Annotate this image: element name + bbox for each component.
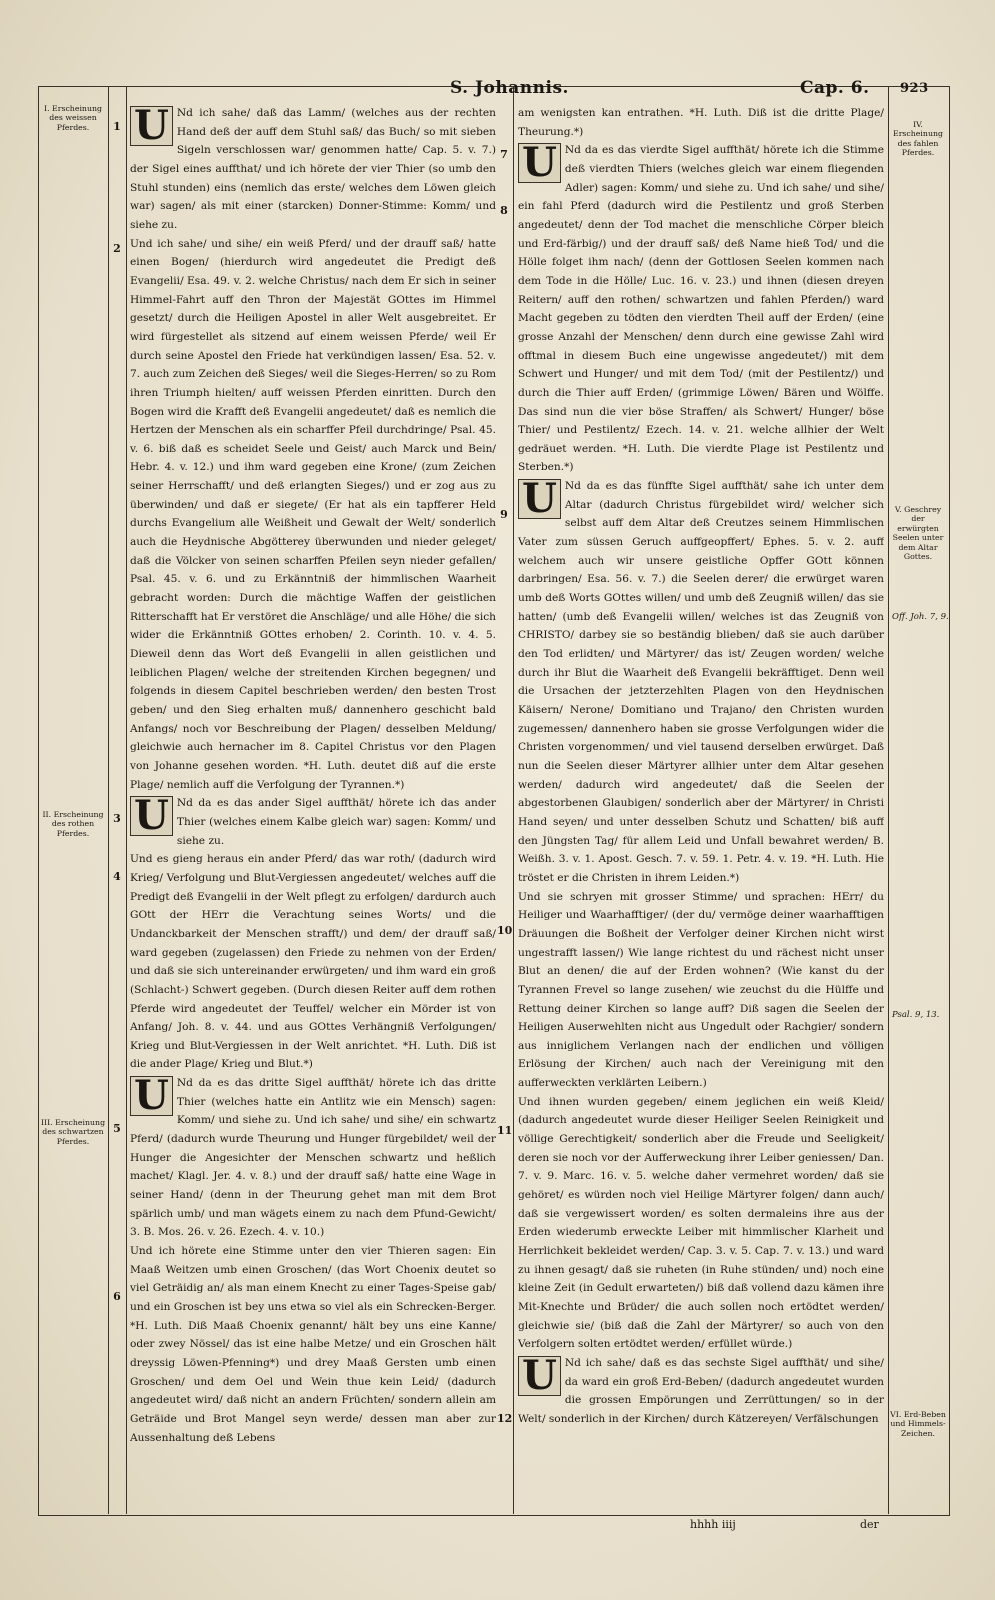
verse-paragraph [518, 477, 884, 887]
margin-reference: Off. Joh. 7, 9. [892, 612, 949, 622]
catchword: der [860, 1518, 879, 1531]
margin-reference: Psal. 9, 13. [892, 1010, 940, 1020]
verse-paragraph [518, 888, 884, 1093]
right-margin-rule [888, 86, 889, 1514]
running-title: S. Johannis. [450, 78, 569, 98]
margin-note-white-horse: I. Erscheinung des weissen Pferdes. [43, 104, 102, 132]
drop-capital: U [518, 143, 561, 183]
right-text-column [518, 104, 884, 1504]
verse-number: 3 [113, 812, 121, 825]
drop-capital: U [130, 796, 173, 836]
verse-number: 4 [113, 870, 121, 883]
verse-text: Und es gieng heraus ein ander Pferd/ das war roth/ (dadurch wird Krieg/ Verfolgung und Blut-Vergiessen angedeutet/ welches auff die Predigt deß Evangelii in der Welt pflegt zu erfolgen/ dardurch auch GOtt der HErr die Verachtung seines Worts/ und die Undanckbarkeit der Menschen strafft/) und dem/ der drauff saß/ ward gegeben (zugelassen) den Friede zu nehmen von der Erden/ und daß sie sich untereinander erwürgeten/ und ihm ward ein groß (Schlacht-) Schwert gegeben. (Durch diesen Reiter auff dem rothen Pferde wird angedeutet der Teuffel/ welcher ein Mörder ist von Anfang/ Joh. 8. v. 44. und aus GOttes Verhängniß Verfolgungen/ Krieg und Blut-Vergiessen in der Welt anrichtet. *H. Luth. Diß ist die ander Plage/ Krieg und Blut.*) [130, 853, 496, 1071]
left-margin-rule [108, 86, 109, 1514]
verse-number: 12 [497, 1412, 513, 1425]
page-number: 923 [900, 81, 929, 96]
verse-paragraph [518, 1093, 884, 1354]
drop-capital: U [130, 1076, 173, 1116]
verse-text: Nd da es das dritte Sigel auffthät/ hörete ich das dritte Thier (welches hatte ein Antlitz wie ein Mensch) sagen: Komm/ und siehe zu. Und ich sahe/ und sihe/ ein schwartz Pferd/ (dadurch wurde Theurung und Hunger fürgebildet/ weil der Hunger die Angesichter der Menschen schwartz und heßlich machet/ Klagl. Jer. 4. v. 8.) und der drauff saß/ hatte eine Wage in seiner Hand/ (denn in der Theurung gehet man mit dem Brot spärlich umb/ und man wägets einem zu nach dem Pfund-Gewicht/ 3. B. Mos. 26. v. 26. Ezech. 4. v. 10.) [130, 1077, 496, 1239]
margin-note-red-horse: II. Erscheinung des rothen Pferdes. [42, 810, 104, 838]
verse-text: Nd da es das vierdte Sigel auffthät/ hörete ich die Stimme deß vierdten Thiers (welches gleich war einem fliegenden Adler) sagen: Komm/ und siehe zu. Und ich sahe/ und sihe/ ein fahl Pferd (dadurch wird die Pestilentz und groß Sterben angedeutet/ denn der Tod machet die menschliche Cörper bleich und Erd-färbig/) und der drauff saß/ deß Name hieß Tod/ und die Hölle folget ihm nach/ (denn der Gottlosen Seelen kommen nach dem Tode in die Hölle/ Luc. 16. v. 23.) und ihnen (diesen dreyen Reitern/ auff den rothen/ schwartzen und fahlen Pferden/) ward Macht gegeben zu tödten den vierdten Theil auff der Erden/ (eine grosse Anzahl der Menschen/ denn durch eine gewisse Zahl wird offtmal in diesem Buch eine ungewisse angedeutet/) mit dem Schwert und Hunger/ und mit dem Tod/ (mit der Pestilentz/) und durch die Thier auff Erden/ (grimmige Löwen/ Bären und Wölffe. Das sind nun die vier böse Straffen/ als Schwert/ Hunger/ böse Thier/ und Pestilentz/ Ezech. 14. v. 21. welche allhier der Welt gedräuet werden. *H. Luth. Die vierdte Plage ist Pestilentz und Sterben.*) [518, 144, 884, 474]
margin-note-pale-horse: IV. Erscheinung des fahlen Pferdes. [893, 120, 943, 158]
signature-mark: hhhh iiij [690, 1518, 736, 1531]
left-verse-rule [126, 86, 127, 1514]
column-divider [513, 86, 514, 1514]
verse-text: Nd ich sahe/ daß das Lamm/ (welches aus der rechten Hand deß der auff dem Stuhl saß/ das Buch/ so mit sieben Sigeln verschlossen war/ genommen hatte/ Cap. 5. v. 7.) der Sigel eines auffthat/ und ich hörete der vier Thier (so umb den Stuhl stunden) eins (nemlich das erste/ welches dem Löwen gleich war) sagen/ als mit einer (starcken) Donner-Stimme: Komm/ und siehe zu. [130, 107, 496, 231]
verse-number: 9 [500, 508, 508, 521]
verse-number: 10 [497, 924, 513, 937]
verse-paragraph [130, 1242, 496, 1447]
verse-number: 6 [113, 1290, 121, 1303]
verse-text: am wenigsten kan entrathen. *H. Luth. Diß ist die dritte Plage/ Theurung.*) [518, 107, 884, 138]
verse-number: 2 [113, 242, 121, 255]
left-text-column [130, 104, 496, 1504]
verse-number: 5 [113, 1122, 121, 1135]
margin-note-black-horse: III. Erscheinung des schwartzen Pferdes. [40, 1118, 106, 1146]
verse-text: Nd ich sahe/ daß es das sechste Sigel auffthät/ und sihe/ da ward ein groß Erd-Beben/ (dadurch angedeutet wurden die grossen Empörungen und Zerrüttungen/ so in der Welt/ sonderlich in der Kirchen/ durch Kätzereyen/ Verfälschungen [518, 1356, 884, 1425]
verse-number: 11 [497, 1124, 513, 1137]
verse-text: Und sie schryen mit grosser Stimme/ und sprachen: HErr/ du Heiliger und Waarhafftiger/ (der du/ vermöge deiner waarhafftigen Dräuungen die Boßheit der Verfolger deiner Kirchen nicht wirst ungestrafft lassen/) Wie lange richtest du und rächest nicht unser Blut an denen/ die auf der Erden wohnen? (Wie kanst du der Tyrannen Frevel so lange zusehen/ wie zeuchst du die Hülffe und Rettung deiner Kirchen so lange auff? Diß sagen die Seelen der Heiligen Auserwehlten nicht aus Ungedult oder Rachgier/ sondern aus inniglichem Verlangen nach der endlichen und völligen Erlösung der Kirchen/ auch nach der Vereinigung mit den aufferweckten verklärten Leibern.) [518, 890, 884, 1090]
verse-paragraph [130, 235, 496, 795]
verse-paragraph [130, 1074, 496, 1242]
drop-capital: U [518, 479, 561, 519]
verse-paragraph [518, 141, 884, 477]
verse-number: 7 [500, 148, 508, 161]
verse-text: Und ihnen wurden gegeben/ einem jeglichen ein weiß Kleid/ (dadurch angedeutet wurde dieser Heiliger Seelen Reinigkeit und völlige Gerechtigkeit/ sonderlich aber die Freude und Seeligkeit/ deren sie noch vor der Aufferweckung ihrer Leiber geniessen/ Dan. 7. v. 9. Marc. 16. v. 5. welche daher vermehret worden/ daß sie gehöret/ es würden noch viel Heilige Märtyrer folgen/ dann auch/ daß sie vergewissert worden/ es solten dermaleins ihre aus der Erden wiederumb erweckte Leiber mit himmlischer Klarheit und Herrlichkeit bekleidet werden/ Cap. 3. v. 5. Cap. 7. v. 13.) und ward zu ihnen gesagt/ daß sie ruheten (in Ruhe stünden/ und) noch eine kleine Zeit (in Gedult erwarteten/) biß daß vollend dazu kämen ihre Mit-Knechte und Brüder/ die auch sollen noch ertödtet werden/ gleichwie sie/ (biß daß die Zahl der Märtyrer/ so auch von den Verfolgern solten ertödtet werden/ erfüllet würde.) [518, 1095, 884, 1351]
verse-paragraph [518, 104, 884, 141]
verse-text: Und ich hörete eine Stimme unter den vier Thieren sagen: Ein Maaß Weitzen umb einen Groschen/ (das Wort Choenix deutet so viel Geträidig an/ als man einem Knecht zu einer Tages-Speise gab/ und ein Groschen ist bey uns etwa so viel als ein Schrecken-Berger. *H. Luth. Diß Maaß Choenix genannt/ hält bey uns eine Kanne/ oder zwey Nössel/ das ist eine halbe Metze/ und ein Groschen hält dreyssig Löwen-Pfenning*) und drey Maaß Gersten umb einen Groschen/ und dem Oel und Wein thue kein Leid/ (dadurch angedeutet wird/ daß nicht an andern Früchten/ sondern allein am Geträide und Brot Mangel seyn werde/ dessen man aber zur Aussenhaltung deß Lebens [130, 1245, 496, 1444]
chapter-label: Cap. 6. [800, 78, 870, 98]
verse-paragraph [130, 104, 496, 235]
margin-note-earthquake: VI. Erd-Beben und Himmels-Zeichen. [890, 1410, 946, 1438]
verse-text: Nd da es das fünffte Sigel auffthät/ sahe ich unter dem Altar (dadurch Christus fürgebildet wird/ welcher sich selbst auff dem Altar deß Creutzes seinem Himmlischen Vater zum süssen Geruch auffgeopffert/ Ephes. 5. v. 2. auff welchem auch wir unsere geistliche Opffer GOtt können darbringen/ Esa. 56. v. 7.) die Seelen derer/ die erwürget waren umb deß Worts GOttes willen/ und umb deß Zeugniß willen/ das sie hatten/ (umb deß Evangelii willen/ welches ist das Zeugniß von CHRISTO/ darbey sie so beständig blieben/ daß sie auch darüber den Tod erlidten/ und Märtyrer/ das ist/ Zeugen worden/ welche durch ihr Blut die Waarheit deß Evangelii bekräfftiget. Denn weil die Ursachen der jetzterzehlten Plagen von den Heydnischen Käisern/ Nerone/ Domitiano und Trajano/ den Christen wurden zugemessen/ dannenhero haben sie grosse Verfolgungen wider die Christen vorgenommen/ und viel tausend derselben erwürget. Daß nun die Seelen dieser Märtyrer allhier unter dem Altar gesehen werden/ dadurch wird angedeutet/ daß die Seelen der abgestorbenen Glaubigen/ sonderlich aber der Märtyrer/ in Christi Hand seyen/ und unter desselben Schutz und Schatten/ biß auff den Jüngsten Tag/ für allem Leid und Unfall bewahret werden/ B. Weißh. 3. v. 1. Apost. Gesch. 7. v. 59. 1. Petr. 4. v. 19. *H. Luth. Hie tröstet er die Christen in ihrem Leiden.*) [518, 480, 884, 884]
verse-text: Und ich sahe/ und sihe/ ein weiß Pferd/ und der drauff saß/ hatte einen Bogen/ (hierdurch wird angedeutet die Predigt deß Evangelii/ Esa. 49. v. 2. welche Christus/ nach dem Er sich in seiner Himmel-Fahrt auff den Thron der Majestät GOttes im Himmel gesetzt/ durch die Heiligen Apostel in aller Welt ausgebreitet. Er wird fürgestellet als sitzend auf einem weissen Pferde/ weil Er durch seine Apostel den Friede hat verkündigen lassen/ Esa. 52. v. 7. auch zum Zeichen deß Sieges/ weil die Sieges-Herren/ so zu Rom ihren Triumph hielten/ auff weissen Pferden einritten. Durch den Bogen wird die Krafft deß Evangelii angedeutet/ daß es nemlich die Hertzen der Menschen als ein scharffer Pfeil durchdringe/ Psal. 45. v. 6. biß daß es scheidet Seele und Geist/ auch Marck und Bein/ Hebr. 4. v. 12.) und ihm ward gegeben eine Krone/ (zum Zeichen seiner Herrschafft/ und deß erlangten Sieges/) und er zog aus zu überwinden/ und daß er siegete/ (Er hat als ein tapfferer Held durchs Evangelium alle Weißheit und Gewalt der Welt/ sonderlich auch die Heydnische Abgötterey überwunden und nieder geleget/ daß die Völcker von seinen scharffen Pfeilen seyn nieder gefallen/ Psal. 45. v. 6. und zu Erkänntniß der himmlischen Waarheit gebracht worden: Durch die mächtige Waffen der geistlichen Ritterschafft hat Er verstöret die Anschläge/ und alle Höhe/ die sich wider die Erkänntniß GOttes erhoben/ 2. Corinth. 10. v. 4. 5. Dieweil denn das Wort deß Evangelii in allen geistlichen und leiblichen Plagen/ welche der streitenden Kirchen begegnen/ und folgends in diesem Capitel beschrieben werden/ den besten Trost geben/ und den Sieg erhalten muß/ dannenhero geschicht bald Anfangs/ noch vor Beschreibung der Plagen/ desselben Meldung/ gleichwie auch hernacher im 8. Capitel Christus vor den Plagen von Johanne gesehen worden. *H. Luth. deutet diß auf die erste Plage/ nemlich auff die Verfolgung der Tyrannen.*) [130, 237, 496, 791]
margin-note-souls-altar: V. Geschrey der erwürgten Seelen unter dem Altar Gottes. [892, 505, 944, 562]
verse-number: 8 [500, 204, 508, 217]
verse-number: 1 [113, 120, 121, 133]
drop-capital: U [130, 106, 173, 146]
verse-paragraph [130, 850, 496, 1074]
drop-capital: U [518, 1356, 561, 1396]
verse-paragraph [130, 794, 496, 850]
verse-paragraph [518, 1351, 884, 1429]
verse-text: Nd da es das ander Sigel auffthät/ hörete ich das ander Thier (welches einem Kalbe gleich war) sagen: Komm/ und siehe zu. [176, 797, 496, 847]
